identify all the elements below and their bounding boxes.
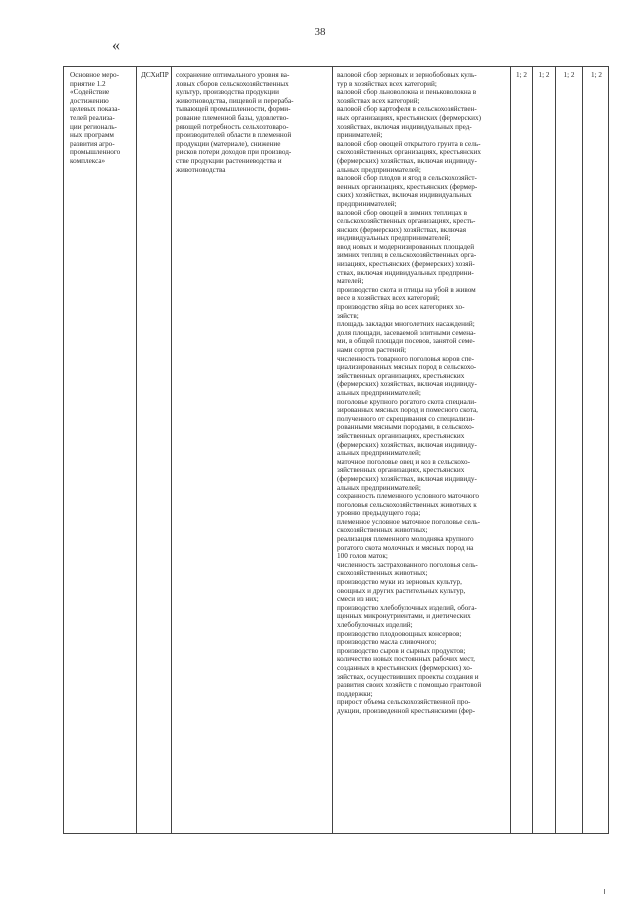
opening-quote: « xyxy=(112,37,120,54)
indicator-line: нами сортов растений; xyxy=(337,346,407,354)
indicator-line: тур в хозяйствах всех категорий; xyxy=(337,79,437,88)
indicator-line: индивидуальных предпринимателей; xyxy=(337,234,451,243)
indicator-line: поголовья сельскохозяйственных животных к xyxy=(337,500,477,509)
indicator-line: весе в хозяйствах всех категорий; xyxy=(337,294,440,303)
indicator-line: рогатого скота молочных и мясных пород на xyxy=(337,543,474,552)
program-table xyxy=(63,66,609,834)
indicator-line: сохранность племенного условного маточного xyxy=(337,492,479,501)
measure-line: ных программ xyxy=(70,131,114,140)
indicator-line: (фермерских) хозяйствах, включая индивиду- xyxy=(337,474,477,483)
indicator-line: валовой сбор картофеля в сельскохозяйствен- xyxy=(337,105,477,114)
indicator-line: маточное поголовье овец и коз в сельскохо- xyxy=(337,457,470,466)
indicator-line: численность застрахованного поголовья сель- xyxy=(337,560,478,569)
link-cell-1: 1; 2 xyxy=(511,67,533,833)
indicator-line: зимних теплиц в сельскохозяйственных орга- xyxy=(337,251,477,260)
indicator-line: ствах, включая индивидуальных предприни- xyxy=(337,268,474,277)
indicator-line: дукции, произведенной крестьянскими (фер- xyxy=(337,706,475,715)
indicator-line: уровню предыдущего года; xyxy=(337,509,421,518)
result-line: культур, производства продукции xyxy=(176,88,279,97)
indicator-line: предпринимателей; xyxy=(337,199,397,208)
indicator-line: реализация племенного молодняка крупного xyxy=(337,535,474,544)
indicator-line: валовой сбор льноволокна и пеньковолокна в xyxy=(337,88,477,97)
indicator-line: площадь закладки многолетних насаждений; xyxy=(337,320,475,329)
indicator-line: янских (фермерских) хозяйствах, включая xyxy=(337,225,467,234)
indicator-line: племенное условное маточное поголовье сель- xyxy=(337,517,480,526)
result-line: животноводства, пищевой и перераба- xyxy=(176,96,294,105)
indicator-line: скохозяйственных организациях, крестьянских xyxy=(337,148,481,157)
indicators-cell xyxy=(333,67,511,833)
indicator-line: овощных и других растительных культур, xyxy=(337,586,466,595)
indicator-line: низациях, крестьянских (фермерских) хозяй- xyxy=(337,260,475,269)
result-line: животноводства xyxy=(176,165,226,174)
measure-line: Основное меро- xyxy=(70,71,120,79)
indicator-line: прирост объема сельскохозяйственной про- xyxy=(337,698,471,707)
indicator-line: ввод новых и модернизированных площадей xyxy=(337,242,475,251)
result-line: ряющей потребность сельхозтоваро- xyxy=(176,122,289,131)
indicator-line: циализированных мясных пород в сельскохо- xyxy=(337,363,477,372)
measure-line: целевых показа- xyxy=(70,105,120,114)
measure-line: развития агро- xyxy=(70,139,115,148)
measure-line: достижению xyxy=(70,96,109,105)
indicator-line: поддержки; xyxy=(337,689,373,698)
indicator-line: ных организациях, крестьянских (фермерских) xyxy=(337,113,482,122)
indicator-line: производство яйца во всех категориях хо- xyxy=(337,303,465,312)
measure-line: телей реализа- xyxy=(70,113,115,122)
indicator-line: доля площади, засеваемой элитными семена- xyxy=(337,328,476,337)
indicator-line: альных предпринимателей; xyxy=(337,165,421,174)
result-line: рование племенной базы, удовлетво- xyxy=(176,113,289,122)
result-line: стве продукции растениеводства и xyxy=(176,156,282,165)
measure-line: промышленного xyxy=(70,148,121,157)
indicator-line: рованными мясными породами, в сельскохо- xyxy=(337,423,475,432)
measure-cell xyxy=(64,67,137,833)
indicator-line: мателей; xyxy=(337,277,364,286)
indicator-line: валовой сбор плодов и ягод в сельскохозяйст- xyxy=(337,174,477,183)
indicator-line: альных предпринимателей; xyxy=(337,388,421,397)
indicator-line: развития своих хозяйств с помощью грантовой xyxy=(337,681,482,690)
indicator-line: хозяйствах всех категорий; xyxy=(337,96,420,105)
indicator-line: производство хлебобулочных изделий, обога- xyxy=(337,603,477,612)
indicator-line: производство плодоовощных консервов; xyxy=(337,629,462,638)
measure-line: комплекса» xyxy=(70,156,106,165)
indicator-line: 100 голов маток; xyxy=(337,552,388,561)
indicator-line: валовой сбор овощей открытого грунта в сель- xyxy=(337,139,481,148)
indicator-line: производство сыров и сырных продуктов; xyxy=(337,646,466,655)
indicator-line: зированных мясных пород и помесного скота, xyxy=(337,406,478,415)
measure-line: ции региональ- xyxy=(70,122,117,131)
indicator-line: полученного от скрещивания со специализи- xyxy=(337,414,475,423)
indicator-line: принимателей; xyxy=(337,131,383,140)
indicator-line: альных предпринимателей; xyxy=(337,449,421,458)
indicator-line: смеси из них; xyxy=(337,595,379,604)
page-number: 38 xyxy=(314,26,326,38)
indicator-line: производство масла сливочного; xyxy=(337,638,437,647)
measure-line: «Содействие xyxy=(70,88,110,97)
link-cell-4: 1; 2 xyxy=(591,71,602,79)
indicator-line: зяйственных организациях, крестьянских xyxy=(337,431,465,440)
indicator-line: щенных микронутриентами, и диетических xyxy=(337,612,471,621)
indicator-line: валовой сбор овощей в зимних теплицах в xyxy=(337,208,468,217)
result-line: сохранение оптимального уровня ва- xyxy=(176,71,290,79)
indicator-line: созданных в крестьянских (фермерских) хо- xyxy=(337,663,473,672)
indicator-line: численность товарного поголовья коров спе- xyxy=(337,354,475,363)
indicator-line: поголовье крупного рогатого скота специали- xyxy=(337,397,477,406)
result-line: производителей области в племенной xyxy=(176,131,292,140)
indicator-line: зяйственных организациях, крестьянских xyxy=(337,466,465,475)
indicator-line: ми, в общей площади посевов, занятой семе- xyxy=(337,337,475,346)
result-line: продукции (материале), снижение xyxy=(176,139,281,148)
indicator-line: ских) хозяйствах, включая индивидуальных xyxy=(337,191,472,200)
executor-cell: ДСХиПР xyxy=(137,67,172,833)
measure-line: приятие 1.2 xyxy=(70,79,106,88)
indicator-line: валовой сбор зерновых и зернобобовых куль- xyxy=(337,71,477,79)
indicator-line: хозяйствах, включая индивидуальных пред- xyxy=(337,122,472,131)
indicator-line: хлебобулочных изделий; xyxy=(337,621,413,629)
link-cell-2: 1; 2 xyxy=(533,67,556,833)
indicator-line: венных организациях, крестьянских (фермер- xyxy=(337,182,478,191)
indicator-line: (фермерских) хозяйствах, включая индивиду- xyxy=(337,156,477,165)
result-line: тывающей промышленности, форми- xyxy=(176,105,291,114)
result-cell xyxy=(172,67,333,833)
indicator-line: производство скота и птицы на убой в живом xyxy=(337,285,476,294)
indicator-line: зяйственных организациях, крестьянских xyxy=(337,371,465,380)
result-line: ловых сборов сельскохозяйственных xyxy=(176,79,289,88)
indicator-line: альных предпринимателей; xyxy=(337,483,421,492)
indicator-line: (фермерских) хозяйствах, включая индивиду- xyxy=(337,380,477,389)
scan-edge-mark xyxy=(604,889,605,894)
indicator-line: (фермерских) хозяйствах, включая индивиду- xyxy=(337,440,477,449)
link-cell-3: 1; 2 xyxy=(556,67,583,833)
indicator-line: сельскохозяйственных организациях, кресть- xyxy=(337,217,476,226)
indicator-line: скохозяйственных животных; xyxy=(337,526,428,535)
indicator-line: зяйств; xyxy=(337,311,359,320)
indicator-line: скохозяйственных животных; xyxy=(337,569,428,578)
result-line: рисков потери доходов при производ- xyxy=(176,148,292,157)
indicator-line: количество новых постоянных рабочих мест, xyxy=(337,655,475,664)
indicator-line: зяйствах, осуществивших проекты создания и xyxy=(337,672,479,681)
indicator-line: производство муки из зерновых культур, xyxy=(337,578,462,587)
